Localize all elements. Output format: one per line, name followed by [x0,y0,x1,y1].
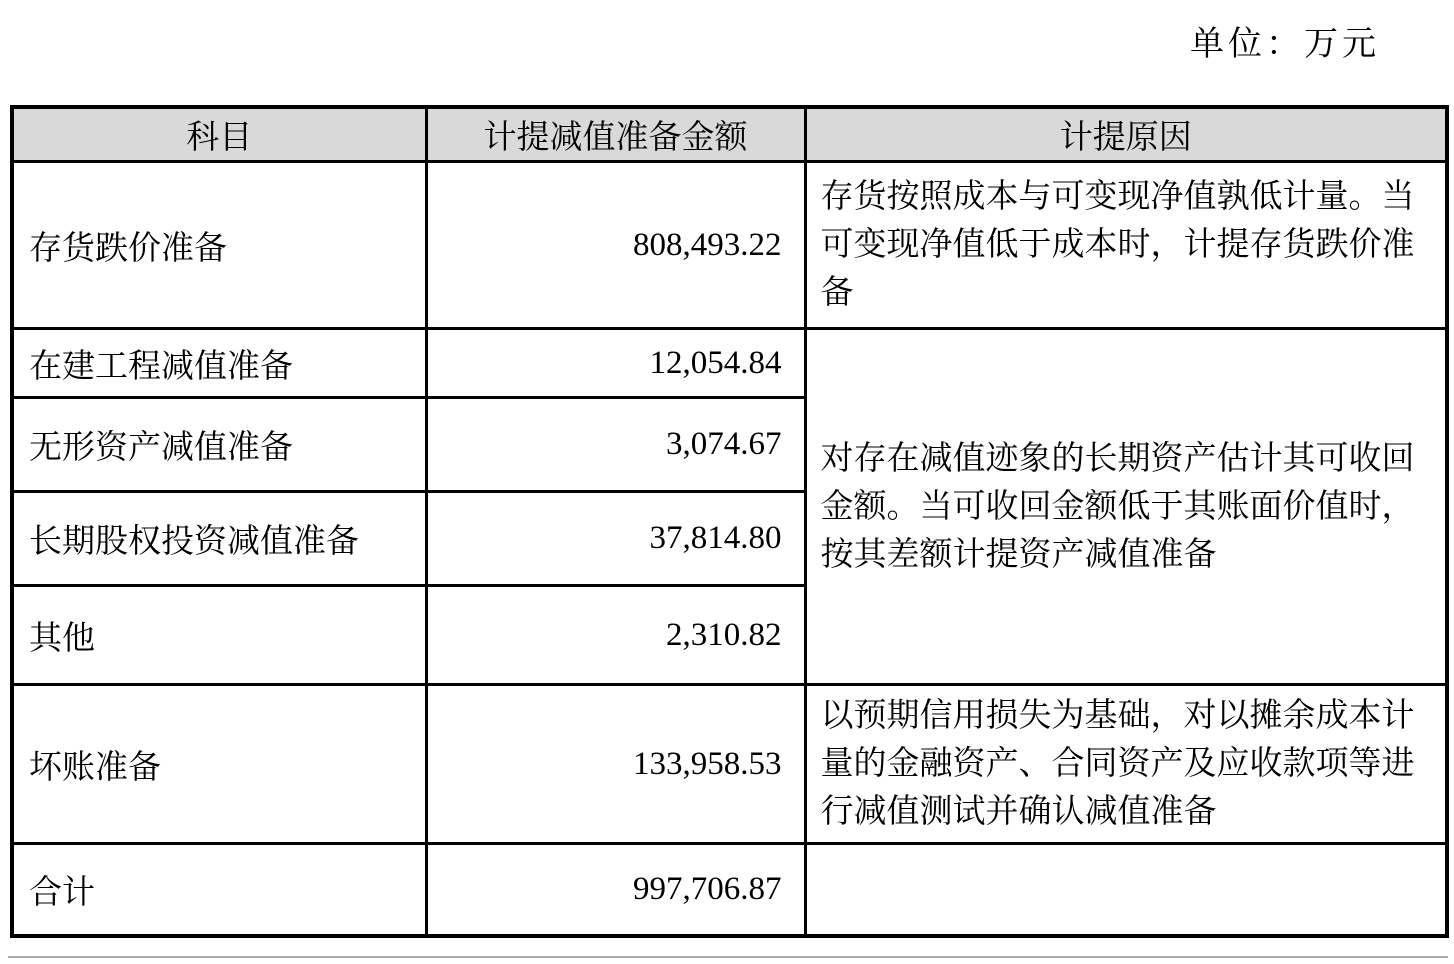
table-header-row [12,107,1447,162]
header-amount: 计提减值准备金额 [426,107,805,162]
impairment-provision-table [10,105,1449,938]
table-total-row [12,844,1447,936]
amount-cell: 133,958.53 [426,685,805,844]
subject-cell: 在建工程减值准备 [12,329,426,398]
unit-label: 单位：万元 [1190,26,1380,63]
header-subject: 科目 [12,107,426,162]
header-reason: 计提原因 [805,107,1447,162]
subject-cell: 坏账准备 [12,685,426,844]
reason-cell: 存货按照成本与可变现净值孰低计量。当可变现净值低于成本时，计提存货跌价准备 [805,162,1447,329]
amount-cell: 37,814.80 [426,492,805,586]
reason-cell: 以预期信用损失为基础，对以摊余成本计量的金融资产、合同资产及应收款项等进行减值测试并确认减值准备 [805,685,1447,844]
table-row [12,685,1447,844]
subject-cell: 长期股权投资减值准备 [12,492,426,586]
table-bottom-hairline [8,956,1448,958]
total-subject-cell: 合计 [12,844,426,936]
table-row [12,329,1447,398]
amount-cell: 3,074.67 [426,398,805,492]
amount-cell: 12,054.84 [426,329,805,398]
subject-cell: 无形资产减值准备 [12,398,426,492]
table-row [12,162,1447,329]
total-reason-cell [805,844,1447,936]
amount-cell: 808,493.22 [426,162,805,329]
subject-cell: 其他 [12,586,426,685]
total-amount-cell: 997,706.87 [426,844,805,936]
merged-reason-cell: 对存在减值迹象的长期资产估计其可收回金额。当可收回金额低于其账面价值时，按其差额计提资产减值准备 [805,329,1447,685]
subject-cell: 存货跌价准备 [12,162,426,329]
amount-cell: 2,310.82 [426,586,805,685]
